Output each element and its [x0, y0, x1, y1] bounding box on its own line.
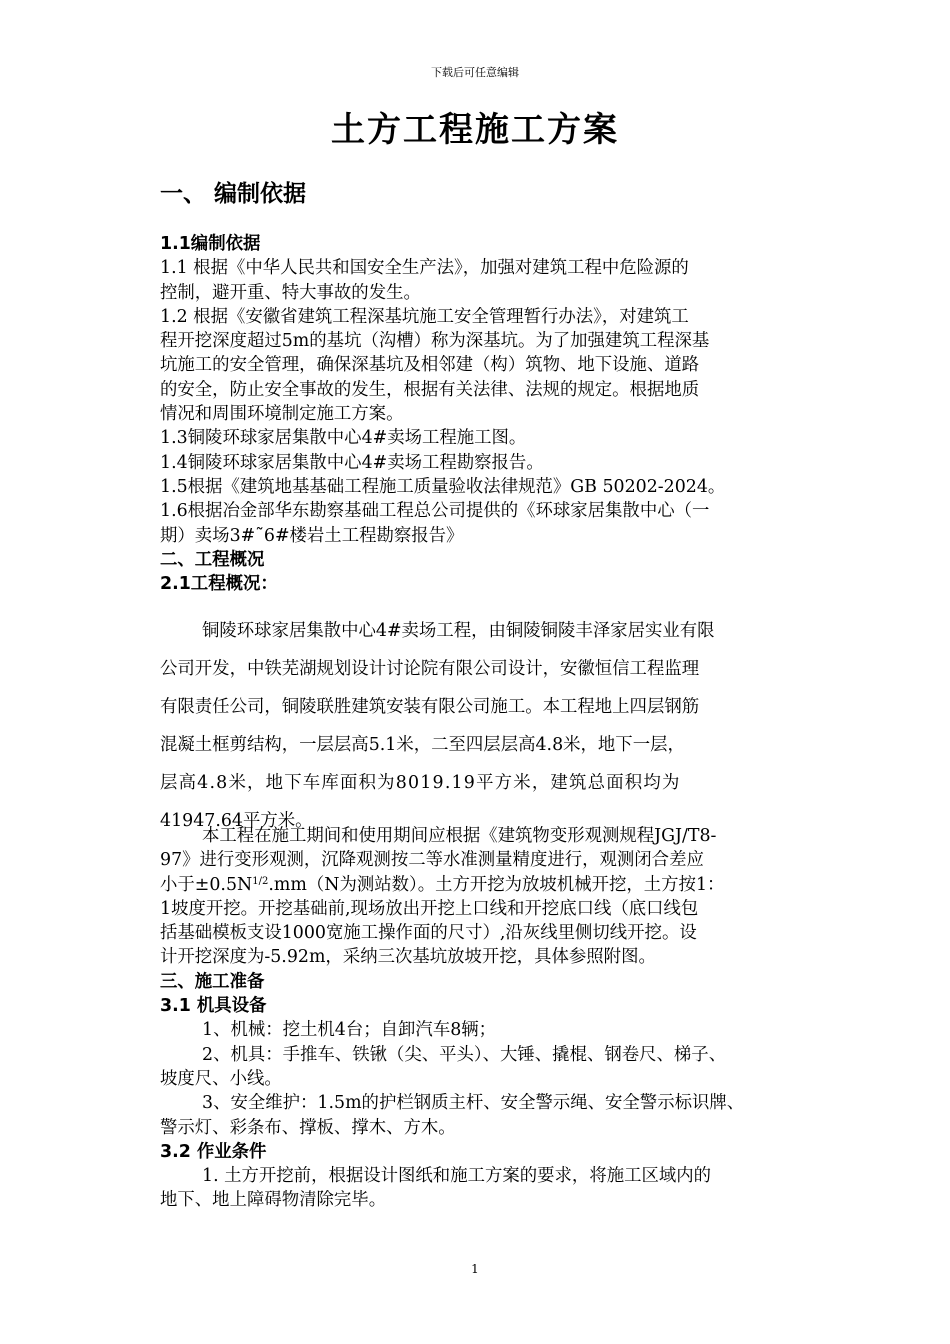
text-line: 3、安全维护：1.5m的护栏钢质主杆、安全警示绳、安全警示标识牌、	[202, 1093, 745, 1114]
text-line: 程开挖深度超过5m的基坑（沟槽）称为深基坑。为了加强建筑工程深基	[160, 331, 710, 352]
text-line: 2、机具：手推车、铁锹（尖、平头）、大锤、撬棍、钢卷尺、梯子、	[202, 1044, 727, 1065]
section2-subheading: 2.1工程概况：	[160, 574, 278, 595]
section3-subheading-1: 3.1 机具设备	[160, 996, 267, 1017]
text-line: 情况和周围环境制定施工方案。	[160, 404, 404, 425]
text-line: 地下、地上障碍物清除完毕。	[160, 1190, 387, 1211]
text-line: 有限责任公司，铜陵联胜建筑安装有限公司施工。本工程地上四层钢筋	[160, 697, 700, 717]
text-line: 1.1 根据《中华人民共和国安全生产法》，加强对建筑工程中危险源的	[160, 258, 689, 279]
text-line: 1. 土方开挖前，根据设计图纸和施工方案的要求，将施工区域内的	[202, 1166, 712, 1187]
page-header: 下载后可任意编辑	[431, 66, 519, 79]
text-line: 41947.64平方米。	[160, 811, 313, 831]
formula-text: 小于±0.5N	[160, 874, 253, 895]
text-line: 混凝土框剪结构，一层层高5.1米，二至四层层高4.8米，地下一层，	[160, 735, 685, 755]
page-number: 1	[471, 1262, 479, 1276]
text-line: 坡度尺、小线。	[160, 1068, 282, 1089]
section2-overview	[160, 612, 880, 840]
text-line: 控制，避开重、特大事故的发生。	[160, 282, 421, 303]
section1-body	[160, 232, 880, 596]
text-line: 的安全，防止安全事故的发生，根据有关法律、法规的规定。根据地质	[160, 379, 700, 400]
section1-subheading: 1.1编制依据	[160, 234, 261, 254]
section3-subheading-2: 3.2 作业条件	[160, 1141, 267, 1162]
text-line: 计开挖深度为-5.92m，采纳三次基坑放坡开挖，具体参照附图。	[160, 947, 656, 968]
text-line: 层高4.8米，地下车库面积为8019.19平方米，建筑总面积均为	[160, 773, 681, 793]
text-line: 1.4铜陵环球家居集散中心4#卖场工程勘察报告。	[160, 452, 544, 473]
text-line: 1.5根据《建筑地基基础工程施工质量验收法律规范》GB 50202-2024。	[160, 476, 726, 497]
text-line: 坑施工的安全管理，确保深基坑及相邻建（构）筑物、地下设施、道路	[160, 355, 700, 376]
text-line: 铜陵环球家居集散中心4#卖场工程，由铜陵铜陵丰泽家居实业有限	[202, 621, 715, 641]
formula-exponent: 1/2	[252, 875, 269, 887]
section3-heading: 三、施工准备	[160, 971, 265, 992]
formula-text: .mm（N为测站数）。土方开挖为放坡机械开挖，土方按1：	[268, 874, 725, 895]
document-title: 土方工程施工方案	[331, 110, 619, 150]
text-line: 97》进行变形观测，沉降观测按二等水准测量精度进行，观测闭合差应	[160, 850, 704, 871]
text-line: 期）卖场3#˜6#楼岩土工程勘察报告》	[160, 525, 464, 546]
text-line: 公司开发，中铁芜湖规划设计讨论院有限公司设计，安徽恒信工程监理	[160, 659, 700, 679]
text-line: 1.3铜陵环球家居集散中心4#卖场工程施工图。	[160, 428, 527, 449]
text-line-formula	[160, 873, 880, 897]
text-line: 括基础模板支设1000宽施工操作面的尺寸）,沿灰线里侧切线开挖。设	[160, 923, 697, 944]
text-line: 1坡度开挖。开挖基础前,现场放出开挖上口线和开挖底口线（底口线包	[160, 898, 699, 919]
text-line: 1.6根据冶金部华东勘察基础工程总公司提供的《环球家居集散中心（一	[160, 501, 710, 522]
text-line: 1.2 根据《安徽省建筑工程深基坑施工安全管理暂行办法》，对建筑工	[160, 306, 689, 327]
text-line: 警示灯、彩条布、撑板、撑木、方木。	[160, 1117, 456, 1138]
section2-and-3-body	[160, 824, 880, 1213]
section2-heading: 二、工程概况	[160, 549, 265, 570]
text-line: 1、机械：挖土机4台；自卸汽车8辆；	[202, 1020, 497, 1041]
text-line: 本工程在施工期间和使用期间应根据《建筑物变形观测规程JGJ/T8-	[202, 826, 717, 846]
section1-heading: 一、 编制依据	[160, 181, 307, 207]
